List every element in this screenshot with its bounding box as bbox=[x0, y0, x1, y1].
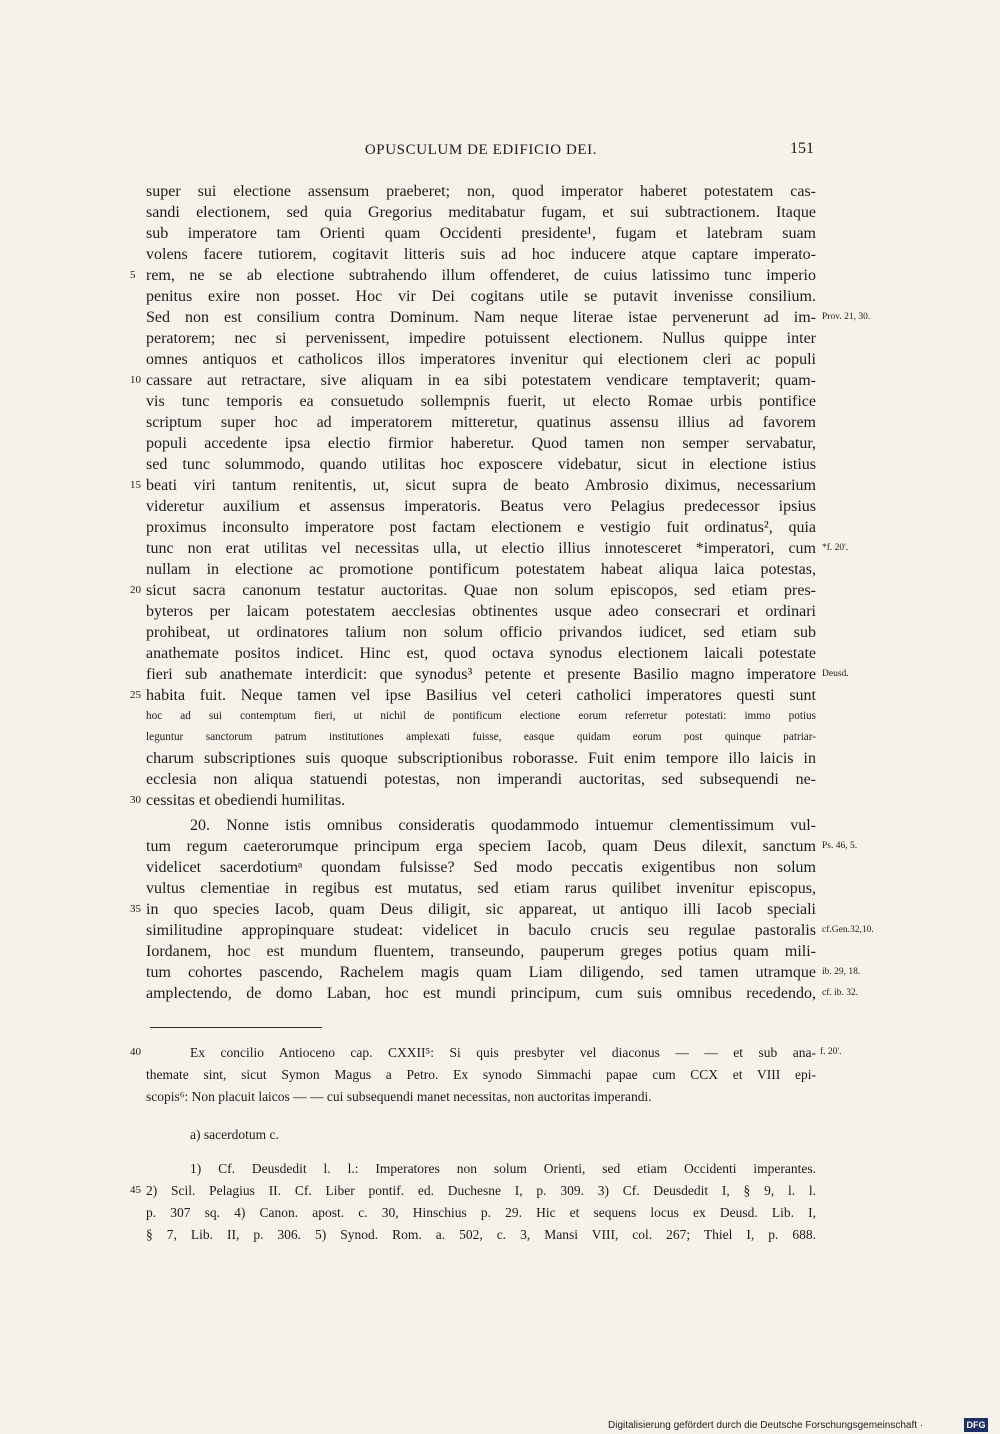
text-line: sub imperatore tam Orienti quam Occidenti presidente¹, fugam et latebram suam bbox=[146, 225, 816, 242]
page-number: 151 bbox=[790, 140, 814, 157]
text-line: amplectendo, de domo Laban, hoc est mundi principum, cum suis omnibus recedendo, bbox=[146, 985, 816, 1002]
text-line: cassare aut retractare, sive aliquam in ea sibi potestatem vendicare temptaverit; quam- bbox=[146, 372, 816, 389]
text-line: omnes antiquos et catholicos illos imperatores invenitur qui electionem cleri ac populi bbox=[146, 351, 816, 368]
text-line: leguntur sanctorum patrum institutiones amplexati fuisse, easque quidam eorum post quinque patriar- bbox=[146, 731, 816, 743]
footnote-divider bbox=[150, 1027, 322, 1028]
text-line: charum subscriptiones suis quoque subscriptionibus roborasse. Fuit enim tempore illo laicis in bbox=[146, 750, 816, 767]
text-line: hoc ad sui contemptum fieri, ut nichil de pontificum electione eorum referretur potestati: immo potius bbox=[146, 710, 816, 722]
text-line: ecclesia non aliqua statuendi potestas, non imperandi auctoritas, sed subsequendi ne- bbox=[146, 771, 816, 788]
text-line: scriptum super hoc ad imperatorem mitteretur, quatinus assensu illius ad favorem bbox=[146, 414, 816, 431]
text-line: beati viri tantum renitentis, ut, sicut supra de beato Ambrosio diximus, necessarium bbox=[146, 477, 816, 494]
footnote-line: p. 307 sq. 4) Canon. apost. c. 30, Hinschius p. 29. Hic et sequens locus ex Deusd. Lib. I, bbox=[146, 1205, 816, 1220]
text-line: similitudine appropinquare studeat: videlicet in baculo crucis seu regulae pastoralis bbox=[146, 922, 816, 939]
text-line: habita fuit. Neque tamen vel ipse Basilius vel ceteri catholici imperatores questi sunt bbox=[146, 687, 816, 704]
line-number: 25 bbox=[130, 689, 141, 701]
line-number: 5 bbox=[130, 269, 136, 281]
footnote-line-number: 40 bbox=[130, 1046, 141, 1058]
text-line: videretur auxilium et assensus imperatoris. Beatus vero Pelagius predecessor ipsius bbox=[146, 498, 816, 515]
line-number: 20 bbox=[130, 584, 141, 596]
line-number: 30 bbox=[130, 794, 141, 806]
text-line: sandi electionem, sed quia Gregorius meditabatur fugam, et sui subtractionem. Itaque bbox=[146, 204, 816, 221]
running-header bbox=[146, 142, 816, 164]
marginal-note: *f. 20'. bbox=[822, 543, 849, 553]
text-line: volens facere tutiorem, cogitavit litteris suis ad hoc inducere atque captare imperato- bbox=[146, 246, 816, 263]
footnote-marginal-note: f. 20'. bbox=[820, 1047, 842, 1057]
digitization-credit: Digitalisierung gefördert durch die Deutsche Forschungsgemeinschaft · bbox=[608, 1420, 924, 1431]
text-line: tunc non erat utilitas vel necessitas ulla, ut electio illius innotesceret *imperatori, cum bbox=[146, 540, 816, 557]
text-line: rem, ne se ab electione subtrahendo illum offenderet, de cuius latissimo tunc imperio bbox=[146, 267, 816, 284]
marginal-note: ib. 29, 18. bbox=[822, 967, 861, 977]
line-number: 10 bbox=[130, 374, 141, 386]
footnote-line-number: 45 bbox=[130, 1184, 141, 1196]
line-number: 15 bbox=[130, 479, 141, 491]
footnote-line: 1) Cf. Deusdedit l. l.: Imperatores non solum Orienti, sed etiam Occidenti imperantes. bbox=[190, 1161, 816, 1176]
text-line: Iordanem, hoc est mundum fluentem, transeundo, pauperum greges potius quam mili- bbox=[146, 943, 816, 960]
text-line: proximus inconsulto imperatore post factam electionem e vestigio fuit ordinatus², quia bbox=[146, 519, 816, 536]
text-line: nullam in electione ac promotione pontificum potestatem habeat aliqua laica potestas, bbox=[146, 561, 816, 578]
line-number: 35 bbox=[130, 903, 141, 915]
text-line: populi accedente ipsa electio firmior haberetur. Quod tamen non semper servabatur, bbox=[146, 435, 816, 452]
marginal-note: cf.Gen.32,10. bbox=[822, 925, 874, 935]
marginal-note: Ps. 46, 5. bbox=[822, 841, 858, 851]
marginal-note: Prov. 21, 30. bbox=[822, 312, 871, 322]
text-line: prohibeat, ut ordinatores talium non solum officio privandos iudicet, sed etiam sub bbox=[146, 624, 816, 641]
text-line: 20. Nonne istis omnibus consideratis quodammodo intuemur clementissimum vul- bbox=[190, 817, 816, 834]
marginal-note: cf. ib. 32. bbox=[822, 988, 859, 998]
text-line: fieri sub anathemate interdicit: que synodus³ petente et presente Basilio magno imperatore bbox=[146, 666, 816, 683]
text-line: super sui electione assensum praeberet; non, quod imperator haberet potestatem cas- bbox=[146, 183, 816, 200]
text-line: Sed non est consilium contra Dominum. Nam neque literae istae pervenerunt ad im- bbox=[146, 309, 816, 326]
footnote-line: a) sacerdotum c. bbox=[190, 1127, 279, 1142]
text-line: in quo species Iacob, quam Deus diligit, sic appareat, ut antiquo illi Iacob speciali bbox=[146, 901, 816, 918]
footnote-line: themate sint, sicut Symon Magus a Petro. Ex synodo Simmachi papae cum CCX et VIII epi- bbox=[146, 1067, 816, 1082]
text-line: penitus exire non posset. Hoc vir Dei cogitans utile se putavit invenisse consilium. bbox=[146, 288, 816, 305]
marginal-note: Deusd. bbox=[822, 669, 849, 679]
text-line: vis tunc temporis ea consuetudo sollempnis fuerit, ut electo Romae urbis pontifice bbox=[146, 393, 816, 410]
footnote-line: Ex concilio Antioceno cap. CXXII⁵: Si quis presbyter vel diaconus — — et sub ana- bbox=[190, 1045, 816, 1060]
page-title: OPUSCULUM DE EDIFICIO DEI. bbox=[364, 142, 598, 158]
footnote-line: scopis⁶: Non placuit laicos — — cui subsequendi manet necessitas, non auctoritas imperandi. bbox=[146, 1089, 652, 1104]
text-line: cessitas et obediendi humilitas. bbox=[146, 792, 346, 809]
text-line: sed tunc solummodo, quando utilitas hoc exposcere videbatur, sicut in electione istius bbox=[146, 456, 816, 473]
text-line: anathemate positos indicet. Hinc est, quod octava synodus electionem laicali potestate bbox=[146, 645, 816, 662]
text-line: tum cohortes pascendo, Rachelem magis quam Liam diligendo, sed tamen utramque bbox=[146, 964, 816, 981]
dfg-logo: DFG bbox=[964, 1418, 988, 1432]
text-line: tum regum caeterorumque principum erga speciem Iacob, quam Deus dilexit, sanctum bbox=[146, 838, 816, 855]
text-line: vultus clementiae in regibus est mutatus, sed etiam rarus quilibet invenitur episcopus, bbox=[146, 880, 816, 897]
text-line: peratorem; nec si pervenissent, impedire potuissent electionem. Nullus quippe inter bbox=[146, 330, 816, 347]
text-line: videlicet sacerdotiumᵃ quondam fulsisse? Sed modo peccatis exigentibus non solum bbox=[146, 859, 816, 876]
text-line: byteros per laicam potestatem aecclesias obtinentes usque adeo consecrari et ordinari bbox=[146, 603, 816, 620]
text-line: sicut sacra canonum testatur auctoritas. Quae non solum episcopos, sed etiam pres- bbox=[146, 582, 816, 599]
footnote-line: 2) Scil. Pelagius II. Cf. Liber pontif. ed. Duchesne I, p. 309. 3) Cf. Deusdedit I, § 9, l. l. bbox=[146, 1183, 816, 1198]
footnote-line: § 7, Lib. II, p. 306. 5) Synod. Rom. a. 502, c. 3, Mansi VIII, col. 267; Thiel I, p. 688. bbox=[146, 1227, 816, 1242]
